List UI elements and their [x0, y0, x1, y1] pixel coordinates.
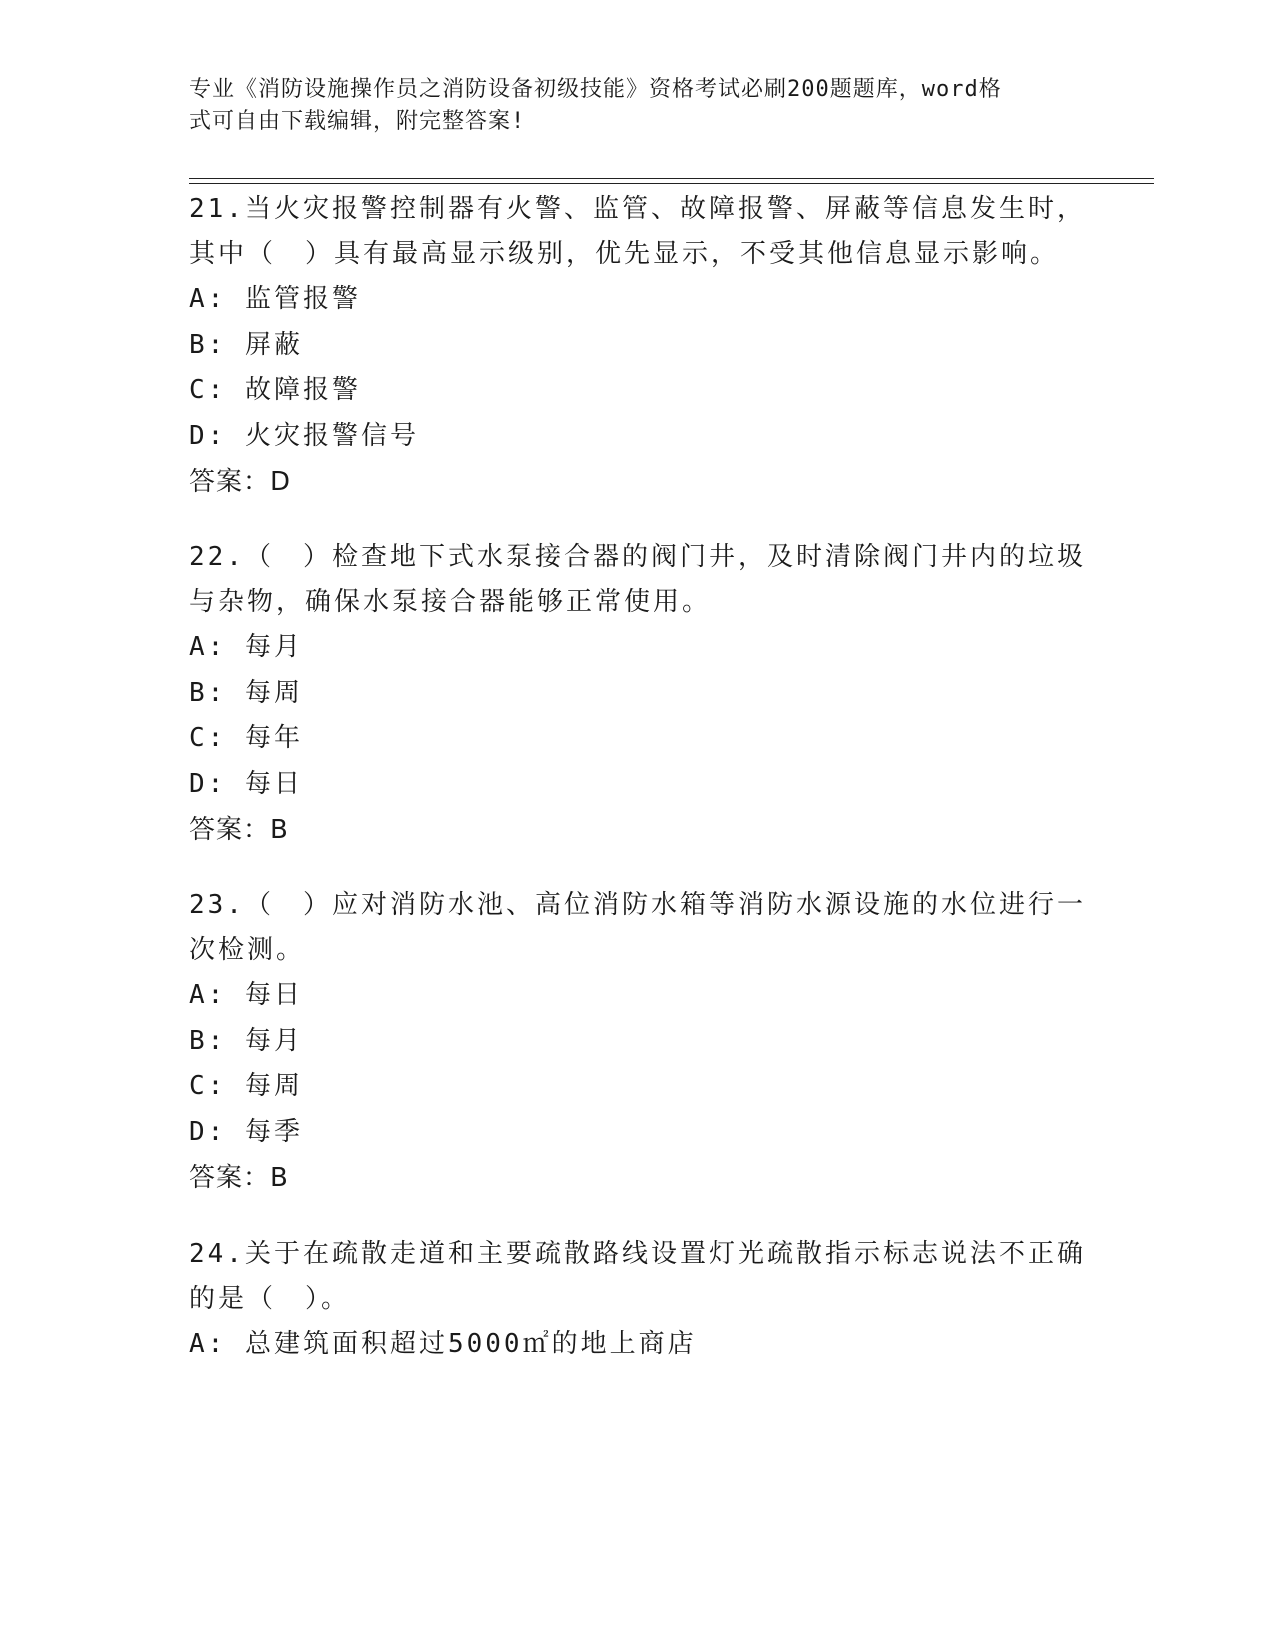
- question-stem-line: 的是（ ）。: [189, 1284, 351, 1314]
- question-stem-line: 与杂物，确保水泵接合器能够正常使用。: [189, 587, 712, 617]
- option-a: A: 每日: [189, 980, 303, 1010]
- question-stem-line: 次检测。: [189, 935, 306, 965]
- header-line-2: 式可自由下载编辑，附完整答案!: [189, 109, 526, 134]
- document-header: [189, 74, 1069, 138]
- option-b: B: 每月: [189, 1025, 303, 1056]
- question-stem-line: 23.（ ）应对消防水池、高位消防水箱等消防水源设施的水位进行一: [189, 890, 1086, 920]
- option-b: B: 每周: [189, 677, 303, 708]
- option-d: D: 火灾报警信号: [189, 420, 419, 451]
- option-d: D: 每季: [189, 1116, 303, 1147]
- header-line-1: 专业《消防设施操作员之消防设备初级技能》资格考试必刷200题题库，word格: [189, 77, 1002, 102]
- option-b: B: 屏蔽: [189, 329, 303, 360]
- option-d: D: 每日: [189, 768, 303, 799]
- header-divider-bottom: [189, 183, 1154, 184]
- answer-text: 答案：B: [189, 815, 289, 845]
- header-divider-top: [189, 178, 1154, 179]
- answer-text: 答案：B: [189, 1163, 289, 1193]
- option-a: A: 监管报警: [189, 284, 361, 314]
- option-c: C: 故障报警: [189, 375, 361, 405]
- question-24: [189, 1232, 1089, 1368]
- option-a: A: 每月: [189, 632, 303, 662]
- question-22: [189, 535, 1089, 853]
- option-c: C: 每周: [189, 1071, 303, 1101]
- question-stem-line: 24.关于在疏散走道和主要疏散路线设置灯光疏散指示标志说法不正确: [189, 1239, 1086, 1269]
- question-23: [189, 883, 1089, 1201]
- question-stem-line: 21.当火灾报警控制器有火警、监管、故障报警、屏蔽等信息发生时，: [189, 194, 1086, 224]
- question-stem-line: 22.（ ）检查地下式水泵接合器的阀门井，及时清除阀门井内的垃圾: [189, 542, 1086, 572]
- option-a: A: 总建筑面积超过5000㎡的地上商店: [189, 1329, 697, 1359]
- option-c: C: 每年: [189, 723, 303, 753]
- question-21: [189, 187, 1089, 505]
- question-stem-line: 其中（ ）具有最高显示级别，优先显示，不受其他信息显示影响。: [189, 239, 1060, 269]
- answer-text: 答案：D: [189, 467, 292, 497]
